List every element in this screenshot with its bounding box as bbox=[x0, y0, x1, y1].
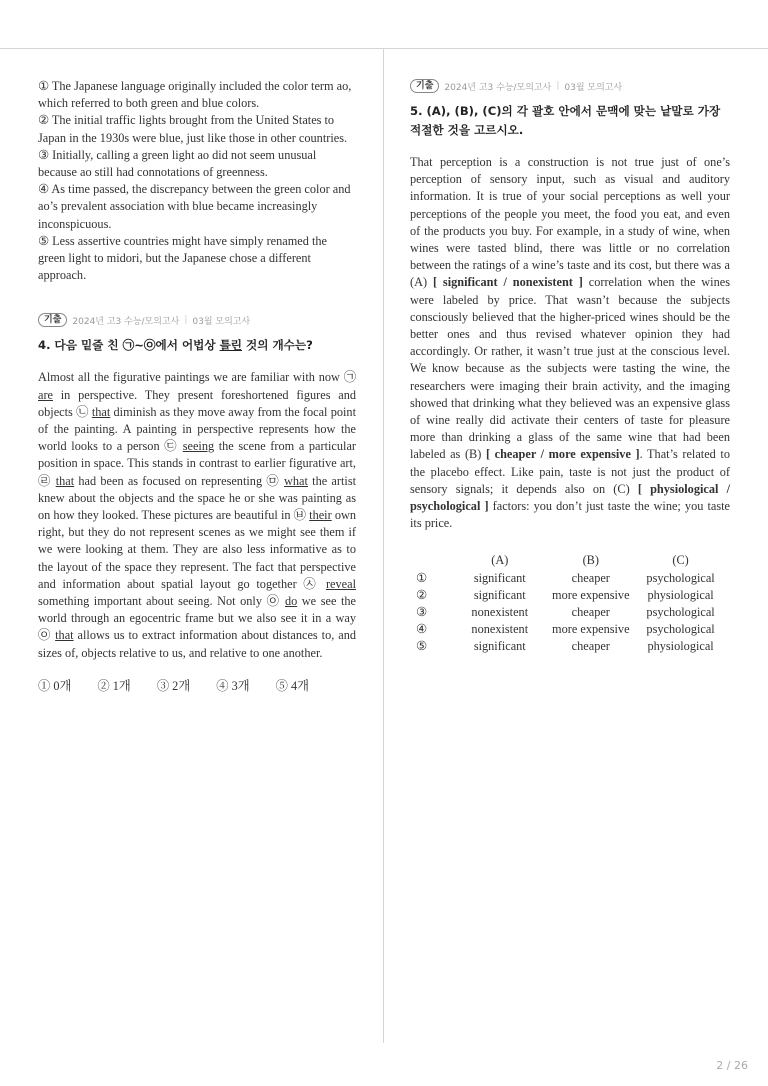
left-column bbox=[38, 78, 356, 694]
header-b: (B) bbox=[582, 553, 599, 568]
marker: ㉤ bbox=[266, 473, 285, 488]
page-number: 2 / 26 bbox=[716, 1059, 748, 1072]
title-text-end: 것의 개수는? bbox=[242, 338, 313, 353]
table-header-row bbox=[416, 552, 730, 569]
title-underlined: 틀린 bbox=[219, 338, 242, 353]
option-a: nonexistent bbox=[471, 605, 529, 620]
option-c: psychological bbox=[646, 570, 715, 585]
underlined-word: reveal bbox=[325, 576, 356, 591]
option-c: psychological bbox=[646, 605, 715, 620]
bracket-b: [ cheaper / more expensive ] bbox=[485, 447, 640, 462]
header-c: (C) bbox=[672, 553, 689, 568]
choice-1: ① The Japanese language originally included the color term ao, which referred to both green and blue colors. bbox=[38, 79, 352, 111]
passage-text: correlation when the wines were labeled by price. That wasn’t because the subjects consciously believed that the higher-priced wines should be the better ones and thus revised whatever opinion they had accordingly. Or rather, it wasn’t true just at the conscious level. We know because as the subjects were tasting the wine, the researchers were imaging their brain activity, and the imaging showed that drinking what they believed was an expensive glass of wine really did activate their centers of taste for pleasure more than drinking a glass of the same wine that had been labeled as (B) bbox=[410, 275, 730, 462]
passage-text: had been as focused on representing bbox=[74, 473, 267, 488]
past-exam-badge: 기출 bbox=[410, 79, 439, 93]
option-number: ③ bbox=[416, 605, 428, 620]
option-c: physiological bbox=[647, 639, 714, 654]
option-a: significant bbox=[473, 570, 526, 585]
options-table bbox=[416, 552, 730, 655]
marker: ㉢ bbox=[164, 439, 183, 454]
option-number: ⑤ bbox=[416, 639, 428, 654]
option-b: cheaper bbox=[571, 605, 610, 620]
underlined-word: that bbox=[55, 473, 75, 488]
previous-question-choices bbox=[38, 78, 356, 284]
option-a: significant bbox=[473, 587, 526, 602]
marker: ㉠ bbox=[343, 370, 356, 385]
answer-option[interactable]: ② 1개 bbox=[97, 678, 131, 693]
table-row[interactable] bbox=[416, 570, 730, 587]
question-4 bbox=[38, 312, 356, 693]
bracket-c: [ physiological / psychological ] bbox=[410, 481, 730, 514]
title-text: 4. 다음 밑줄 친 ㉠~㉧에서 어법상 bbox=[38, 338, 220, 353]
answer-option[interactable]: ⑤ 4개 bbox=[275, 678, 310, 693]
source-line bbox=[38, 312, 356, 328]
underlined-word: are bbox=[38, 387, 54, 402]
choice-4: ④ As time passed, the discrepancy between the green color and ao’s prevalent association with blue became increasingly inconspicuous. bbox=[38, 182, 351, 231]
exam-month: 03월 모의고사 bbox=[192, 316, 251, 327]
marker: ㉥ bbox=[293, 508, 310, 523]
option-number: ④ bbox=[416, 622, 428, 637]
underlined-word: do bbox=[284, 594, 298, 609]
column-divider bbox=[383, 48, 384, 1043]
exam-source: 2024년 고3 수능/모의고사 bbox=[72, 316, 180, 327]
choice-2: ② The initial traffic lights brought from the United States to Japan in the 1930s were blue, just like those in other countries. bbox=[38, 113, 348, 145]
passage bbox=[38, 369, 356, 661]
separator: | bbox=[184, 315, 188, 326]
marker: ㉧ bbox=[38, 628, 56, 643]
bracket-a: [ significant / nonexistent ] bbox=[432, 275, 583, 290]
table-row[interactable] bbox=[416, 621, 730, 638]
underlined-word: seeing bbox=[182, 439, 215, 454]
answer-option[interactable]: ④ 3개 bbox=[216, 678, 250, 693]
passage-text: the artist knew about the objects and the space he or she was painting as on how they looked. These pictures are beautiful in bbox=[38, 473, 357, 523]
passage-text: factors: you don’t just taste the wine; you taste its price. bbox=[410, 499, 730, 531]
marker: ㉣ bbox=[38, 473, 56, 488]
answer-option[interactable]: ③ 2개 bbox=[156, 678, 191, 693]
table-row[interactable] bbox=[416, 638, 730, 655]
passage-text: allows us to extract information about distances to, and sizes of, objects relative to us, and relative to one another. bbox=[38, 628, 356, 660]
option-b: cheaper bbox=[571, 570, 610, 585]
question-title bbox=[38, 336, 356, 355]
header-divider bbox=[0, 48, 768, 49]
marker: ㉧ bbox=[266, 594, 285, 609]
question-5 bbox=[410, 78, 730, 656]
table-row[interactable] bbox=[416, 587, 730, 604]
passage-text: the scene from a particular position in space. This stands in contrast to earlier figurative art, bbox=[38, 439, 357, 471]
marker: ㉦ bbox=[303, 576, 326, 591]
underlined-word: that bbox=[55, 628, 74, 643]
past-exam-badge: 기출 bbox=[38, 313, 67, 327]
underlined-word: that bbox=[91, 404, 111, 419]
source-line bbox=[410, 78, 730, 94]
passage-text: own right, but they do not represent scenes as we might see them if we were looking at them. They are also less informative as to the layout of the space they represent. The fact that perspective and information about spatial layout go together bbox=[38, 508, 357, 591]
right-column bbox=[410, 78, 730, 656]
exam-month: 03월 모의고사 bbox=[564, 82, 623, 93]
choice-5: ⑤ Less assertive countries might have simply renamed the green light to midori, but the Japanese chose a different approach. bbox=[38, 233, 327, 283]
option-b: cheaper bbox=[571, 639, 610, 654]
option-a: significant bbox=[473, 639, 526, 654]
passage-text: Almost all the figurative paintings we are familiar with now bbox=[38, 370, 344, 385]
answer-options bbox=[38, 676, 356, 694]
underlined-word: their bbox=[309, 508, 332, 523]
option-number: ② bbox=[416, 587, 428, 602]
passage-text: That perception is a construction is not true just of one’s perception of sensory input, such as visual and auditory information. It is true of your social perceptions as well your perceptions of the people you meet, the food you eat, and even of the products you buy. For example, in a study of wine, when wines were tasted blind, there was little or no correlation between the ratings of a wine’s taste and its cost, but there was a (A) bbox=[410, 155, 730, 290]
header-a: (A) bbox=[491, 553, 509, 568]
option-a: nonexistent bbox=[471, 622, 529, 637]
answer-option[interactable]: ① 0개 bbox=[38, 678, 72, 693]
option-b: more expensive bbox=[552, 587, 630, 602]
exam-source: 2024년 고3 수능/모의고사 bbox=[444, 82, 552, 93]
passage bbox=[410, 154, 730, 532]
passage-text: diminish as they move away from the focal point of the painting. A painting in perspective represents how the world looks to a person bbox=[38, 404, 356, 454]
passage-text: . That’s related to the placebo effect. Like pain, taste is not just the product of sensory signals; it depends also on (C) bbox=[410, 447, 730, 496]
table-row[interactable] bbox=[416, 604, 730, 621]
passage-text: we see the world through an egocentric frame but we also see it in a way bbox=[38, 594, 356, 626]
separator: | bbox=[556, 81, 560, 91]
option-b: more expensive bbox=[552, 622, 630, 637]
option-number: ① bbox=[416, 570, 428, 585]
marker: ㉡ bbox=[76, 404, 92, 419]
passage-text: in perspective. They present foreshortened figures and objects bbox=[38, 387, 356, 419]
underlined-word: what bbox=[284, 473, 308, 488]
passage-text: something important about seeing. Not only bbox=[38, 594, 267, 609]
choice-3: ③ Initially, calling a green light ao did not seem unusual because ao still had connotations of greenness. bbox=[38, 147, 317, 180]
question-title: 5. (A), (B), (C)의 각 괄호 안에서 문맥에 맞는 낱말로 가장 적절한 것을 고르시오. bbox=[410, 104, 721, 137]
option-c: physiological bbox=[647, 587, 714, 602]
table-cell bbox=[416, 552, 449, 569]
option-c: psychological bbox=[646, 622, 715, 637]
